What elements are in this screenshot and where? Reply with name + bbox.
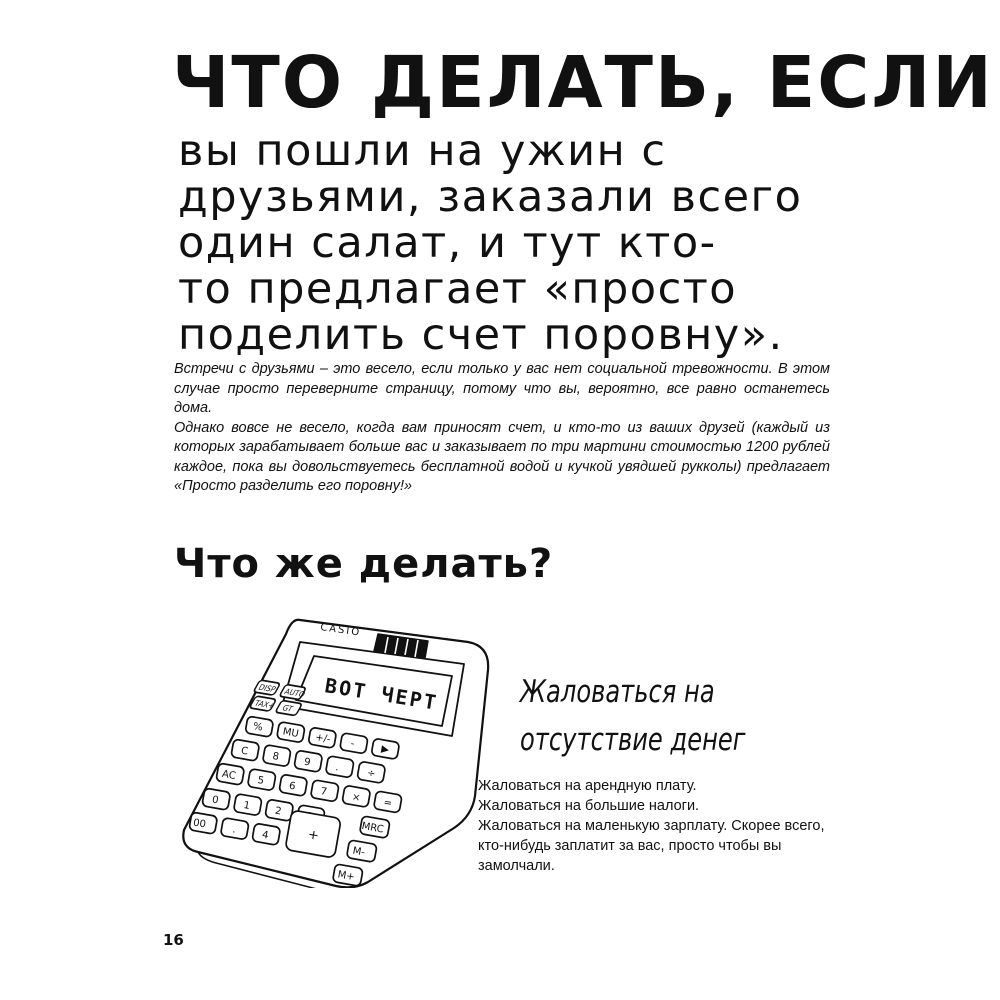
calc-key-label: M+ bbox=[336, 869, 356, 884]
calc-key-label: 7 bbox=[319, 786, 328, 799]
calc-key-label: 00 bbox=[192, 817, 207, 831]
subheading-line: то предлагает «просто bbox=[178, 264, 738, 314]
calc-key-label: 4 bbox=[261, 829, 270, 842]
tip-title-line: Жаловаться на bbox=[520, 674, 715, 710]
calc-key-label: AC bbox=[221, 768, 237, 782]
calc-key-label: = bbox=[382, 797, 393, 810]
calc-key-label: 6 bbox=[288, 780, 297, 793]
calc-key-label: TAX+ bbox=[252, 698, 277, 711]
intro-paragraph: Встречи с друзьями – это весело, если только у вас нет социальной тревожности. В этом случае просто переверните страницу, потому что вы, вероятно, все равно останетесь дома. bbox=[174, 361, 830, 416]
page-subheading bbox=[178, 128, 898, 358]
calculator-illustration bbox=[172, 598, 512, 888]
calc-key-label: 5 bbox=[256, 775, 265, 787]
section-title: Что же делать? bbox=[174, 541, 554, 587]
calc-key-label: . bbox=[231, 824, 237, 836]
calculator-brand: CASIO bbox=[319, 622, 362, 639]
subheading-line: один салат, и тут кто- bbox=[178, 218, 717, 268]
calc-key-label: - bbox=[349, 738, 356, 750]
tip-title-line: отсутствие денег bbox=[520, 722, 746, 758]
calculator-display-text: ВОТ ЧЕРТ bbox=[323, 673, 438, 715]
tip-body-line: Жаловаться на арендную плату. bbox=[478, 778, 697, 794]
tip-body-line: Жаловаться на маленькую зарплату. Скорее всего, кто-нибудь заплатит за вас, просто чтобы вы замолчали. bbox=[478, 818, 825, 874]
calc-key-label: DISP bbox=[256, 682, 278, 694]
page-heading: ЧТО ДЕЛАТЬ, ЕСЛИ bbox=[172, 41, 994, 124]
tip-body bbox=[478, 776, 838, 876]
calc-key-label: +/- bbox=[314, 732, 332, 746]
calc-key-label: ▶ bbox=[380, 743, 390, 756]
intro-text bbox=[174, 360, 830, 497]
solar-panel bbox=[374, 634, 428, 658]
calc-key-label: M- bbox=[351, 845, 366, 859]
intro-paragraph: Однако вовсе не весело, когда вам приносят счет, и кто-то из ваших друзей (каждый из которых зарабатывает больше вас и заказывает по три мартини стоимостью 1200 рублей каждое, пока вы довольствуетесь бесплатной водой и кучкой увядшей рукколы) предлагает «Просто разделить его поровну!» bbox=[174, 419, 830, 494]
subheading-line: друзьями, заказали всего bbox=[178, 172, 803, 222]
tip-body-line: Жаловаться на большие налоги. bbox=[478, 798, 700, 814]
calc-key-label: + bbox=[306, 827, 321, 844]
calc-key-label: C bbox=[240, 745, 249, 758]
calc-key-label: 1 bbox=[242, 800, 251, 812]
calc-key-label: MU bbox=[281, 726, 300, 740]
calc-key bbox=[325, 756, 354, 778]
calc-key-label: × bbox=[351, 791, 362, 805]
calc-key-label: 9 bbox=[303, 756, 312, 769]
page-number: 16 bbox=[163, 931, 184, 949]
calc-key-label: 0 bbox=[211, 794, 220, 807]
tip-title bbox=[520, 668, 770, 764]
calc-key-label: GT bbox=[280, 703, 295, 714]
calc-key-label: MRC bbox=[360, 820, 385, 836]
calc-key-label: AUTO bbox=[282, 687, 307, 699]
subheading-line: поделить счет поровну». bbox=[178, 310, 784, 360]
calc-key-label: . bbox=[334, 762, 340, 774]
calc-key-label: 2 bbox=[274, 805, 283, 818]
calc-key-label: % bbox=[252, 721, 264, 734]
calc-key-label: 8 bbox=[271, 751, 280, 763]
calc-key-label: ÷ bbox=[366, 767, 377, 781]
subheading-line: вы пошли на ужин с bbox=[178, 126, 667, 176]
